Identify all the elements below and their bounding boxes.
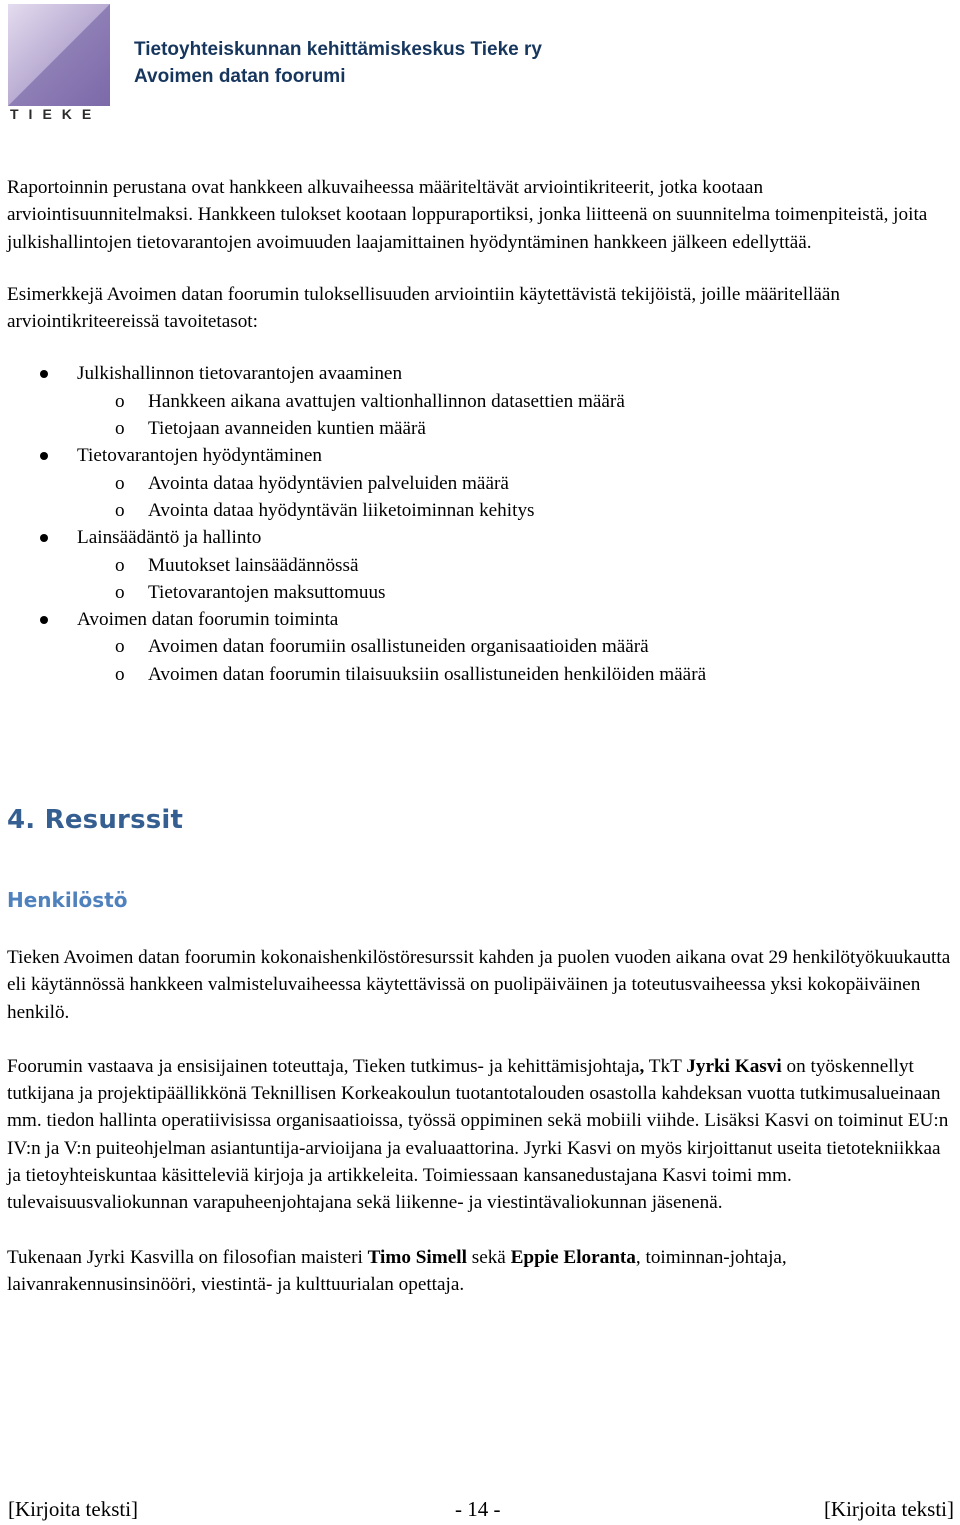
logo-text: TIEKE — [10, 106, 102, 122]
circle-bullet-icon: o — [115, 390, 125, 412]
criteria-list — [7, 360, 952, 688]
footer-left: [Kirjoita teksti] — [8, 1497, 139, 1521]
circle-bullet-icon: o — [115, 663, 125, 685]
criteria-subitem: o Avointa dataa hyödyntävien palveluiden määrä — [77, 470, 952, 497]
org-name: Tietoyhteiskunnan kehittämiskeskus Tieke ry — [134, 39, 542, 60]
page-number: - 14 - — [455, 1497, 501, 1521]
tieke-logo — [8, 4, 114, 122]
criteria-subitem: o Avointa dataa hyödyntävän liiketoiminnan kehitys — [77, 497, 952, 524]
person-name: Jyrki Kasvi — [686, 1055, 782, 1077]
criteria-item — [7, 606, 952, 688]
page-header — [134, 36, 542, 90]
criteria-label: Lainsäädäntö ja hallinto — [77, 527, 262, 549]
criteria-item — [7, 360, 952, 442]
intro-paragraph-1: Raportoinnin perustana ovat hankkeen alkuvaiheessa määriteltävät arviointikriteerit, jotka kootaan arviointisuunnitelmaksi. Hankkeen tulokset kootaan loppuraportiksi, jonka liitteenä on suunnitelma toimenpiteistä, joita julkishallintojen tietovarantojen avoimuuden laajamittainen hyödyntäminen hankkeen jälkeen edellyttää. — [7, 177, 928, 253]
bullet-icon — [40, 616, 48, 624]
staff-section — [7, 944, 952, 1325]
criteria-label: Avoimen datan foorumin toiminta — [77, 609, 339, 631]
circle-bullet-icon: o — [115, 636, 125, 658]
circle-bullet-icon: o — [115, 554, 125, 576]
circle-bullet-icon: o — [115, 499, 125, 521]
staff-paragraph-3: Tukenaan Jyrki Kasvilla on filosofian maisteri Timo Simell sekä Eppie Eloranta, toiminnan-johtaja, laivanrakennusinsinööri, viestintä- ja kulttuurialan opettaja. — [7, 1246, 787, 1295]
person-name: Timo Simell — [367, 1246, 467, 1268]
forum-name: Avoimen datan foorumi — [134, 66, 346, 87]
intro-paragraph-2: Esimerkkejä Avoimen datan foorumin tuloksellisuuden arviointiin käytettävistä tekijöistä, joille määritellään arviointikriteereissä tavoitetasot: — [7, 283, 841, 333]
criteria-subitem: o Tietojaan avanneiden kuntien määrä — [77, 415, 952, 442]
bullet-icon — [40, 534, 48, 542]
criteria-subitem: o Tietovarantojen maksuttomuus — [77, 579, 952, 606]
criteria-item — [7, 524, 952, 606]
footer-right: [Kirjoita teksti] — [823, 1497, 954, 1521]
person-name: Eppie Eloranta — [510, 1246, 636, 1268]
staff-paragraph-2: Foorumin vastaava ja ensisijainen toteuttaja, Tieken tutkimus- ja kehittämisjohtaja, TkT Jyrki Kasvi on työskennellyt tutkijana ja projektipäällikkönä Teknillisen Korkeakoulun tuotantotalouden osastolla kahdeksan vuotta tutkimusalueinaan mm. tiedon hallinta operatiivisissa organisaatioissa, työssä oppiminen sekä mobiili viihde. Lisäksi Kasvi on toiminut EU:n IV:n ja V:n puiteohjelman asiantuntija-arvioijana ja evaluaattorina. Jyrki Kasvi on myös kirjoittanut useita tietotekniikkaa ja tietoyhteiskuntaa käsitteleviä kirjoja ja artikkeleita. Toimiessaan kansanedustajana Kasvi toimi mm. tulevaisuusvaliokunnan varapuheenjohtajana sekä liikenne- ja viestintävaliokunnan jäsenenä. — [7, 1055, 949, 1214]
main-content — [7, 174, 952, 688]
criteria-subitem: o Muutokset lainsäädännössä — [77, 552, 952, 579]
section-heading: 4. Resurssit — [7, 805, 184, 835]
circle-bullet-icon: o — [115, 472, 125, 494]
criteria-subitem: o Hankkeen aikana avattujen valtionhallinnon datasettien määrä — [77, 388, 952, 415]
circle-bullet-icon: o — [115, 581, 125, 603]
bullet-icon — [40, 452, 48, 460]
criteria-label: Julkishallinnon tietovarantojen avaaminen — [77, 363, 403, 385]
circle-bullet-icon: o — [115, 418, 125, 440]
criteria-subitem: o Avoimen datan foorumiin osallistuneiden organisaatioiden määrä — [77, 633, 952, 660]
staff-paragraph-1: Tieken Avoimen datan foorumin kokonaishenkilöstöresurssit kahden ja puolen vuoden aikana ovat 29 henkilötyökuukautta eli käytännössä hankkeen valmisteluvaiheessa käytettävissä on puolipäiväinen ja toteutusvaiheessa yksi kokopäiväinen henkilö. — [7, 947, 951, 1023]
criteria-item — [7, 442, 952, 524]
criteria-subitem: o Avoimen datan foorumin tilaisuuksiin osallistuneiden henkilöiden määrä — [77, 661, 952, 688]
criteria-label: Tietovarantojen hyödyntäminen — [77, 445, 322, 467]
page-footer — [0, 1497, 960, 1525]
bullet-icon — [40, 370, 48, 378]
section-subheading: Henkilöstö — [7, 888, 128, 912]
